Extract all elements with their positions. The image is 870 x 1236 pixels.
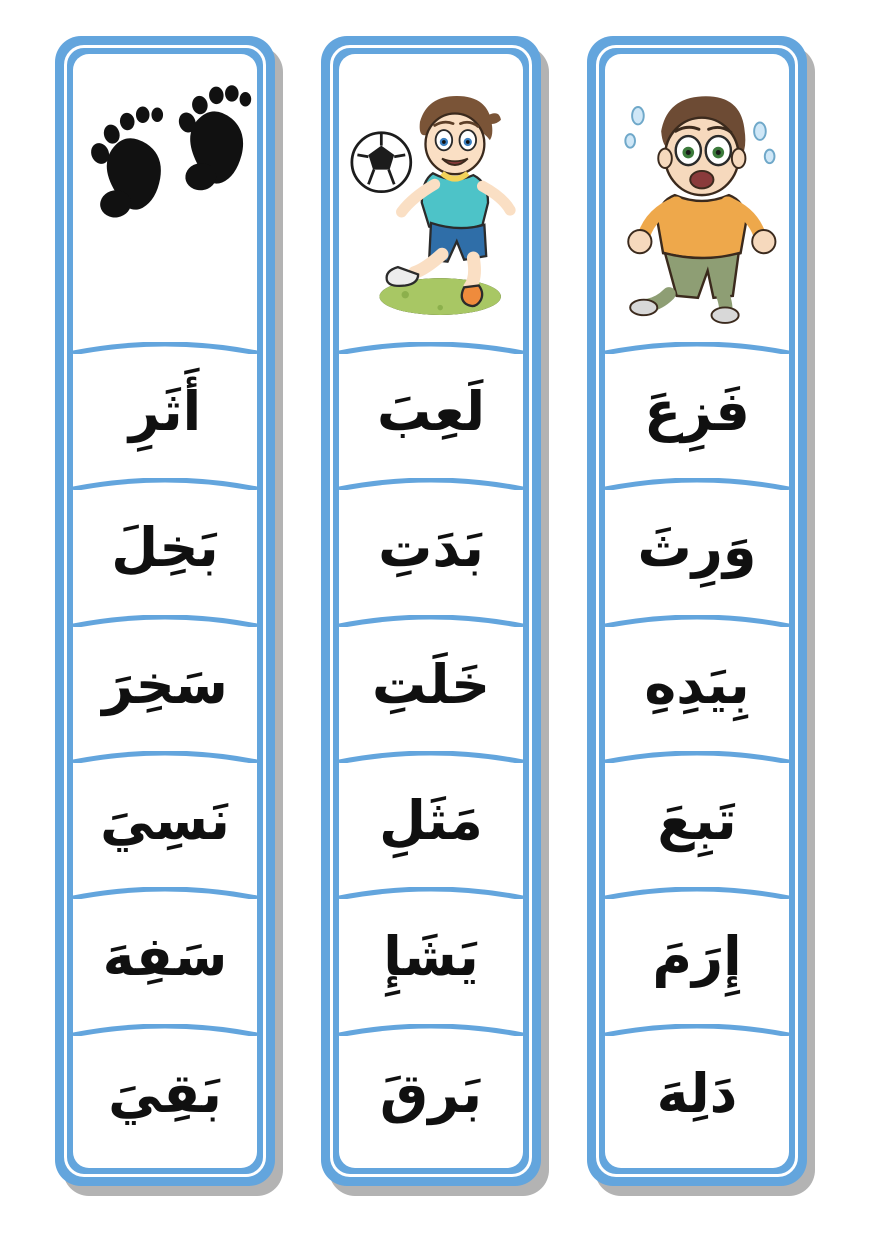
card-inner-border [596, 45, 798, 1177]
word-cell[interactable] [605, 348, 789, 476]
word-cell[interactable] [73, 621, 257, 749]
word-text: فَزِعَ [644, 380, 750, 444]
word-text: يَشَإِ [383, 925, 479, 989]
word-text: بَدَتِ [378, 516, 484, 580]
word-cell[interactable] [605, 1030, 789, 1158]
scallop-divider [605, 615, 789, 627]
scallop-divider [339, 615, 523, 627]
scallop-divider [73, 615, 257, 627]
word-text: دَلِهَ [656, 1061, 738, 1125]
word-cell[interactable] [339, 1030, 523, 1158]
word-list [339, 344, 523, 1168]
word-card-right [55, 36, 283, 1196]
word-cell[interactable] [339, 757, 523, 885]
word-cell[interactable] [73, 1030, 257, 1158]
scallop-divider [339, 478, 523, 490]
word-text: بَقِيَ [108, 1061, 222, 1125]
scallop-divider [73, 342, 257, 354]
card-frame [587, 36, 807, 1186]
card-body [339, 54, 523, 1168]
word-cell[interactable] [605, 893, 789, 1021]
word-card-middle [321, 36, 549, 1196]
scallop-divider [605, 751, 789, 763]
word-text: بَرقَ [379, 1061, 483, 1125]
scallop-divider [73, 887, 257, 899]
word-cell[interactable] [73, 757, 257, 885]
word-text: مَثَلِ [379, 789, 483, 853]
word-text: بِيَدِهِ [644, 652, 750, 716]
word-cell[interactable] [339, 893, 523, 1021]
card-inner-border [330, 45, 532, 1177]
scallop-divider [73, 751, 257, 763]
scallop-divider [605, 887, 789, 899]
word-cell[interactable] [73, 348, 257, 476]
word-cell[interactable] [339, 484, 523, 612]
word-text: تَبِعَ [657, 789, 737, 853]
footprints-icon [73, 54, 257, 344]
word-text: سَفِهَ [102, 925, 228, 989]
scallop-divider [339, 887, 523, 899]
scallop-divider [73, 1024, 257, 1036]
word-text: أَثَرِ [128, 380, 202, 444]
card-inner-border [64, 45, 266, 1177]
word-list [605, 344, 789, 1168]
word-text: نَسِيَ [100, 789, 230, 853]
word-cell[interactable] [73, 484, 257, 612]
card-frame [321, 36, 541, 1186]
word-cell[interactable] [605, 621, 789, 749]
word-text: سَخِرَ [102, 652, 228, 716]
card-body [605, 54, 789, 1168]
word-cell[interactable] [339, 621, 523, 749]
scallop-divider [339, 751, 523, 763]
word-cell[interactable] [605, 484, 789, 612]
card-body [73, 54, 257, 1168]
scallop-divider [73, 478, 257, 490]
word-cell[interactable] [339, 348, 523, 476]
scallop-divider [339, 342, 523, 354]
word-text: لَعِبَ [377, 380, 485, 444]
word-text: وَرِثَ [637, 516, 757, 580]
scallop-divider [605, 478, 789, 490]
word-cell[interactable] [605, 757, 789, 885]
card-frame [55, 36, 275, 1186]
word-text: خَلَتِ [371, 652, 491, 716]
word-cell[interactable] [73, 893, 257, 1021]
word-text: بَخِلَ [111, 516, 219, 580]
scallop-divider [605, 1024, 789, 1036]
scallop-divider [339, 1024, 523, 1036]
boy-playing-football-icon [339, 54, 523, 344]
word-list [73, 344, 257, 1168]
word-card-left [587, 36, 815, 1196]
scallop-divider [605, 342, 789, 354]
scared-boy-icon [605, 54, 789, 344]
word-text: إِرَمَ [652, 925, 742, 989]
